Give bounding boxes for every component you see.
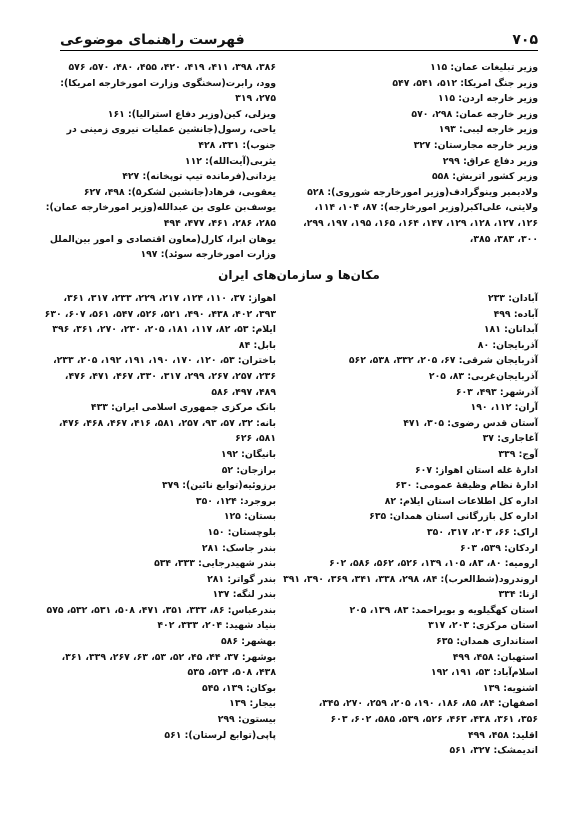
index-entry: اندیمشک: ۳۲۷، ۵۶۱ xyxy=(449,745,538,757)
index-entry: بندر شهیدرجایی: ۳۳۳، ۵۳۴ xyxy=(154,558,276,570)
index-entry: اروندرود(شط‌العرب): ۸۴، ۲۹۸، ۳۳۸، ۳۴۱، ۳۶۹، ۳۹۰، ۳۹۱ xyxy=(283,573,538,585)
index-entry: استان مرکزی: ۲۰۳، ۳۱۷ xyxy=(428,620,538,632)
page-header xyxy=(60,22,538,48)
index-entry: آبادان: ۲۳۳ xyxy=(487,293,538,304)
index-entry: استان کهگیلویه و بویراحمد: ۸۳، ۱۳۹، ۲۰۵ xyxy=(349,604,538,616)
index-entry: اهواز: ۳۷، ۱۱۰، ۱۲۴، ۲۱۷، ۲۲۹، ۲۳۳، ۳۱۷، ۳۶۱، ۳۹۳، ۴۰۲، ۴۳۸، ۴۹۰، ۵۲۱، ۵۲۶، ۵۴۷، ۵۶۱، ۶۰۷، ۶۳۰ xyxy=(44,293,276,320)
index-entry: وزیر خارجه لیبی: ۱۹۳ xyxy=(438,124,538,136)
index-entry: بندر جاسک: ۲۸۱ xyxy=(201,542,276,554)
index-entry: بنیاد شهید: ۲۰۴، ۳۳۳، ۴۰۲ xyxy=(157,620,276,632)
index-entry: بوشهر: ۳۷، ۴۴، ۴۵، ۵۲، ۵۳، ۶۳، ۲۶۷، ۳۳۹، ۳۶۱، ۴۳۸، ۵۰۸، ۵۲۴، ۵۳۵ xyxy=(61,651,276,679)
index-entry: یعقوبی، فرهاد(جانشین لشکر۵): ۴۹۸، ۶۲۷ xyxy=(83,186,276,198)
index-entry: یوهان ابرا، کارل(معاون اقتصادی و امور بین‌الملل وزارت امورخارجه سوئد): ۱۹۷ xyxy=(49,233,276,261)
index-entry: بابل: ۸۴ xyxy=(238,339,276,351)
index-entry: بیجار: ۱۳۹ xyxy=(229,698,276,710)
index-entry: اداره کل اطلاعات استان ایلام: ۸۲ xyxy=(384,495,538,507)
index-entry: آران: ۱۱۲، ۱۹۰ xyxy=(470,402,538,414)
page-number: ۷۰۵ xyxy=(512,32,538,48)
index-entry: ولادیمیر وینوگرادف(وزیر امورخارجه شوروی): ۵۲۸ xyxy=(307,186,538,198)
index-entry: یثربی(آیت‌الله): ۱۱۲ xyxy=(184,155,276,167)
index-entry: برزوئیه(توابع نائین): ۳۷۹ xyxy=(161,480,276,492)
index-entry: ازنا: ۳۳۴ xyxy=(498,589,538,601)
index-entry: استهبان: ۴۵۸، ۴۹۹ xyxy=(452,651,538,663)
index-entry: آذرشهر: ۴۹۳، ۶۰۳ xyxy=(455,386,538,398)
index-entry: آذربایجان: ۸۰ xyxy=(477,339,538,351)
index-entry: ادارهٔ غله استان اهواز: ۶۰۷ xyxy=(414,464,538,476)
index-entry: ۳۸۶، ۳۹۸، ۴۱۱، ۴۱۹، ۴۲۰، ۴۵۵، ۴۸۰، ۵۷۰، ۵۷۶ xyxy=(68,62,276,73)
index-entry: وود، رابرت(سخنگوی وزارت امورخارجه امریکا): ۲۷۵، ۳۱۹ xyxy=(60,77,276,105)
section-heading: مکان‌ها و سازمان‌های ایران xyxy=(218,268,380,282)
index-entry: اصفهان: ۸۴، ۸۵، ۱۸۶، ۱۹۰، ۲۰۵، ۲۵۹، ۲۷۰، ۳۴۵، ۳۵۶، ۳۶۱، ۴۳۸، ۴۶۳، ۵۲۶، ۵۳۹، ۵۸۵، ۶۰۲، ۶۰۳ xyxy=(318,698,538,726)
index-entry: یزدانی(فرمانده تیپ توپخانه): ۴۲۷ xyxy=(122,171,276,183)
index-entry: ایلام: ۵۳، ۸۲، ۱۱۷، ۱۸۱، ۲۰۵، ۲۳۰، ۲۷۰، ۳۶۱، ۳۹۶ xyxy=(52,324,276,336)
header-rule xyxy=(60,50,538,51)
index-entry: اداره کل بازرگانی استان همدان: ۶۳۵ xyxy=(369,511,538,523)
index-entry: ارومیه: ۸۰، ۸۳، ۱۰۵، ۱۳۹، ۵۲۶، ۵۶۲، ۵۸۶، ۶۰۲ xyxy=(329,558,538,570)
index-entry: اسلام‌آباد: ۵۳، ۱۹۱، ۱۹۲ xyxy=(430,667,538,679)
index-entry: وزیر خارجه عمان: ۲۹۸، ۵۷۰ xyxy=(411,108,538,120)
index-entry: بروجرد: ۱۲۴، ۳۵۰ xyxy=(195,495,276,507)
index-entry: آوج: ۳۳۹ xyxy=(498,448,538,460)
index-entry: اراک: ۶۶، ۲۰۳، ۳۱۷، ۳۵۰ xyxy=(427,526,538,538)
index-entry: بانیگان: ۱۹۲ xyxy=(220,448,276,460)
index-entry: آبدانان: ۱۸۱ xyxy=(483,324,538,336)
index-entry: پاپی(توابع لرستان): ۵۶۱ xyxy=(164,729,276,741)
index-column-right-1 xyxy=(296,60,538,247)
index-entry: بانه: ۳۲، ۵۷، ۹۳، ۲۵۷، ۵۸۱، ۴۱۶، ۴۶۷، ۴۶۸، ۴۷۶، ۵۸۱، ۶۲۶ xyxy=(58,417,276,445)
header-title: فهرست راهنمای موضوعی xyxy=(60,32,245,48)
index-entry: بهشهر: ۵۸۶ xyxy=(221,636,276,648)
index-entry: ویزلی، کین(وزیر دفاع استرالیا): ۱۶۱ xyxy=(107,108,276,120)
index-entry: آباده: ۴۹۹ xyxy=(493,308,538,320)
index-entry: وزیر کشور اتریش: ۵۵۸ xyxy=(431,171,538,183)
index-entry: وزیر خارجه مجارستان: ۳۲۷ xyxy=(413,139,538,151)
index-column-left-1 xyxy=(44,60,276,263)
index-entry: وزیر جنگ امریکا: ۵۱۲، ۵۴۱، ۵۴۷ xyxy=(392,77,538,89)
index-entry: آذربایجان‌غربی: ۸۳، ۲۰۵ xyxy=(428,370,538,382)
index-entry: اردکان: ۵۳۹، ۶۰۳ xyxy=(460,542,538,554)
index-entry: وزیر دفاع عراق: ۲۹۹ xyxy=(442,155,538,167)
index-entry: آذربایجان شرقی: ۶۷، ۲۰۵، ۳۳۲، ۵۳۸، ۵۶۲ xyxy=(348,355,538,367)
index-entry: اقلید: ۴۵۸، ۴۹۹ xyxy=(467,729,538,741)
index-entry: ادارهٔ نظام وظیفهٔ عمومی: ۶۳۰ xyxy=(395,480,538,492)
index-entry: بندر لنگه: ۱۳۷ xyxy=(212,589,276,601)
index-entry: یوسف‌بن علوی بن عبدالله(وزیر امورخارجه عمان): ۲۸۵، ۲۸۶، ۴۶۱، ۴۷۷، ۴۹۴ xyxy=(45,202,276,229)
index-entry: بیستون: ۲۹۹ xyxy=(217,714,276,726)
index-column-left-2 xyxy=(44,291,276,743)
index-entry: بندرعباس: ۸۶، ۳۳۳، ۳۵۱، ۴۷۱، ۵۰۸، ۵۳۱، ۵۳۲، ۵۷۵ xyxy=(46,604,276,616)
index-entry: وزیر خارجه اردن: ۱۱۵ xyxy=(438,93,538,105)
index-entry: آستان قدس رضوی: ۳۰۵، ۴۷۱ xyxy=(403,417,538,429)
index-entry: بلوچستان: ۱۵۰ xyxy=(207,526,276,538)
index-entry: باختران: ۵۳، ۱۲۰، ۱۷۰، ۱۹۰، ۱۹۱، ۱۹۲، ۲۰۵، ۲۳۳، ۲۳۶، ۲۵۷، ۲۶۷، ۲۹۹، ۳۱۷، ۳۳۰، ۴۶۷، ۴۷۱، ۴۷۶، ۴۸۹، ۴۹۷، ۵۸۶ xyxy=(53,355,276,398)
index-column-right-2 xyxy=(283,291,538,759)
index-entry: بستان: ۱۲۵ xyxy=(223,511,276,523)
index-entry: استانداری همدان: ۶۳۵ xyxy=(436,636,538,648)
index-entry: آغاجاری: ۳۷ xyxy=(482,433,538,445)
index-entry: بندر گواتر: ۲۸۱ xyxy=(207,573,276,585)
index-entry: برازجان: ۵۲ xyxy=(221,464,276,476)
index-entry: اشنویه: ۱۳۹ xyxy=(482,682,538,694)
index-entry: بوکان: ۱۳۹، ۵۴۵ xyxy=(202,682,276,694)
index-entry: یاحی، رسول(جانشین عملیات نیروی زمینی در جنوب): ۳۳۱، ۴۲۸ xyxy=(66,124,276,151)
index-entry: بانک مرکزی جمهوری اسلامی ایران: ۴۳۳ xyxy=(90,402,276,414)
index-entry: ولایتی، علی‌اکبر(وزیر امورخارجه): ۸۷، ۱۰۴، ۱۱۴، ۱۲۶، ۱۲۷، ۱۲۸، ۱۲۹، ۱۴۷، ۱۶۴، ۱۶۵، ۱۹۵، ۱۹۷، ۲۹۹، ۳۰۰، ۳۸۳، ۳۸۵، xyxy=(303,202,538,245)
index-entry: وزیر تبلیغات عمان: ۱۱۵ xyxy=(430,62,538,73)
